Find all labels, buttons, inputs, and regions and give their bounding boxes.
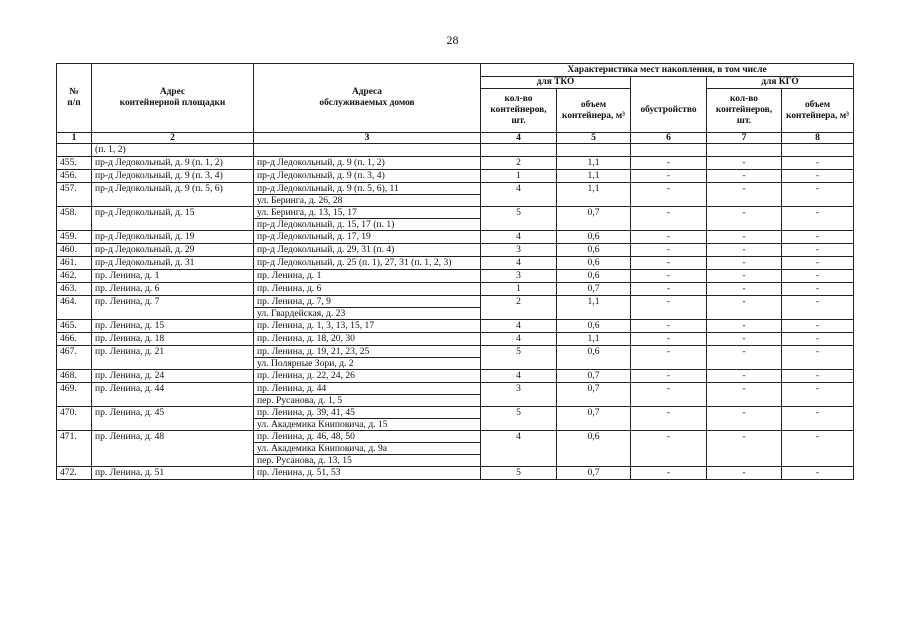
kgo-container-volume: - <box>782 157 854 170</box>
tko-container-count: 3 <box>481 244 557 257</box>
kgo-container-count <box>707 144 782 157</box>
row-number: 471. <box>57 431 92 467</box>
served-house-line: пр. Ленина, д. 39, 41, 45 <box>254 407 480 419</box>
kgo-container-count: - <box>707 383 782 407</box>
served-house-line: пр. Ленина, д. 19, 21, 23, 25 <box>254 346 480 358</box>
served-house-line: пр. Ленина, д. 7, 9 <box>254 296 480 308</box>
tko-container-count: 3 <box>481 383 557 407</box>
served-house-line: пр. Ленина, д. 51, 53 <box>257 467 341 478</box>
table-row <box>57 183 854 207</box>
row-number: 472. <box>57 467 92 480</box>
arrangement: - <box>631 257 707 270</box>
site-address: пр-д Ледокольный, д. 15 <box>92 207 254 231</box>
served-house-line: пр. Ленина, д. 1 <box>257 270 322 281</box>
table-row <box>57 320 854 333</box>
table-row <box>57 467 854 480</box>
served-house-line: пр-д Ледокольный, д. 9 (п. 1, 2) <box>257 157 385 168</box>
tko-container-count: 4 <box>481 257 557 270</box>
arrangement: - <box>631 370 707 383</box>
site-address: пр. Ленина, д. 21 <box>92 346 254 370</box>
tko-container-count: 4 <box>481 333 557 346</box>
header-site-address: Адрес контейнерной площадки <box>92 64 254 133</box>
served-house-line: пр-д Ледокольный, д. 15, 17 (п. 1) <box>257 219 395 230</box>
served-houses <box>254 231 481 244</box>
site-address: пр. Ленина, д. 7 <box>92 296 254 320</box>
tko-container-volume: 0,7 <box>557 407 631 431</box>
kgo-container-volume: - <box>782 244 854 257</box>
tko-container-count: 1 <box>481 170 557 183</box>
kgo-container-volume: - <box>782 207 854 231</box>
site-address: пр. Ленина, д. 24 <box>92 370 254 383</box>
served-house-line: пр-д Ледокольный, д. 9 (п. 3, 4) <box>257 170 385 181</box>
served-houses <box>254 383 481 407</box>
tko-container-volume: 1,1 <box>557 296 631 320</box>
tko-container-count: 4 <box>481 370 557 383</box>
served-house-line: пр. Ленина, д. 6 <box>257 283 322 294</box>
site-address: пр-д Ледокольный, д. 29 <box>92 244 254 257</box>
site-address: пр-д Ледокольный, д. 9 (п. 3, 4) <box>92 170 254 183</box>
tko-container-volume: 0,6 <box>557 346 631 370</box>
arrangement: - <box>631 183 707 207</box>
tko-container-count: 5 <box>481 407 557 431</box>
kgo-container-count: - <box>707 183 782 207</box>
table-row <box>57 431 854 467</box>
kgo-container-volume: - <box>782 383 854 407</box>
tko-container-count <box>481 144 557 157</box>
kgo-container-count: - <box>707 257 782 270</box>
column-number: 6 <box>631 133 707 144</box>
tko-container-volume: 0,7 <box>557 370 631 383</box>
kgo-container-volume: - <box>782 170 854 183</box>
arrangement: - <box>631 157 707 170</box>
row-number: 455. <box>57 157 92 170</box>
site-address: пр. Ленина, д. 15 <box>92 320 254 333</box>
arrangement: - <box>631 407 707 431</box>
site-address: пр. Ленина, д. 1 <box>92 270 254 283</box>
kgo-container-volume: - <box>782 231 854 244</box>
arrangement: - <box>631 383 707 407</box>
header-characteristics: Характеристика мест накопления, в том числе <box>481 64 854 77</box>
arrangement <box>631 144 707 157</box>
kgo-container-volume: - <box>782 346 854 370</box>
served-houses <box>254 333 481 346</box>
arrangement: - <box>631 283 707 296</box>
served-houses <box>254 346 481 370</box>
kgo-container-count: - <box>707 231 782 244</box>
tko-container-count: 4 <box>481 320 557 333</box>
row-number: 464. <box>57 296 92 320</box>
header-tko: для ТКО <box>481 77 631 89</box>
arrangement: - <box>631 231 707 244</box>
tko-container-volume: 0,6 <box>557 270 631 283</box>
header-kgo-volume: объем контейнера, м³ <box>782 89 854 133</box>
served-house-line: пр. Ленина, д. 46, 48, 50 <box>254 431 480 443</box>
tko-container-volume: 0,6 <box>557 431 631 467</box>
row-number: 463. <box>57 283 92 296</box>
kgo-container-count: - <box>707 244 782 257</box>
served-houses <box>254 207 481 231</box>
table-row <box>57 170 854 183</box>
site-address: пр. Ленина, д. 45 <box>92 407 254 431</box>
row-number: 465. <box>57 320 92 333</box>
page-number: 28 <box>446 33 459 47</box>
tko-container-count: 4 <box>481 183 557 207</box>
table-row <box>57 407 854 431</box>
served-houses <box>254 407 481 431</box>
tko-container-volume: 1,1 <box>557 170 631 183</box>
tko-container-count: 4 <box>481 431 557 467</box>
arrangement: - <box>631 270 707 283</box>
kgo-container-count: - <box>707 407 782 431</box>
table-row <box>57 157 854 170</box>
kgo-container-count: - <box>707 467 782 480</box>
row-number: 458. <box>57 207 92 231</box>
header-tko-count: кол-во контейнеров, шт. <box>481 89 557 133</box>
served-houses <box>254 370 481 383</box>
site-address: пр. Ленина, д. 18 <box>92 333 254 346</box>
served-house-line: ул. Беринга, д. 13, 15, 17 <box>254 207 480 219</box>
table-row <box>57 144 854 157</box>
tko-container-volume: 1,1 <box>557 183 631 207</box>
served-houses <box>254 270 481 283</box>
served-houses <box>254 320 481 333</box>
table-row <box>57 257 854 270</box>
kgo-container-volume: - <box>782 467 854 480</box>
tko-container-count: 3 <box>481 270 557 283</box>
column-number: 5 <box>557 133 631 144</box>
served-house-line: пр-д Ледокольный, д. 9 (п. 5, 6), 11 <box>254 183 480 195</box>
column-number: 1 <box>57 133 92 144</box>
served-houses <box>254 431 481 467</box>
served-houses <box>254 244 481 257</box>
kgo-container-count: - <box>707 283 782 296</box>
served-house-line: пр. Ленина, д. 18, 20, 30 <box>257 333 355 344</box>
kgo-container-volume: - <box>782 333 854 346</box>
tko-container-count: 5 <box>481 207 557 231</box>
row-number: 456. <box>57 170 92 183</box>
arrangement: - <box>631 431 707 467</box>
kgo-container-volume: - <box>782 183 854 207</box>
tko-container-volume: 1,1 <box>557 157 631 170</box>
served-house-line: пр. Ленина, д. 44 <box>254 383 480 395</box>
served-houses <box>254 170 481 183</box>
served-house-line: пр-д Ледокольный, д. 25 (п. 1), 27, 31 (п. 1, 2, 3) <box>257 257 452 268</box>
kgo-container-count: - <box>707 207 782 231</box>
tko-container-volume <box>557 144 631 157</box>
served-houses <box>254 144 481 157</box>
served-houses <box>254 157 481 170</box>
tko-container-count: 2 <box>481 296 557 320</box>
tko-container-count: 5 <box>481 467 557 480</box>
served-house-line: пр. Ленина, д. 1, 3, 13, 15, 17 <box>257 320 375 331</box>
table-row <box>57 370 854 383</box>
column-number: 4 <box>481 133 557 144</box>
site-address: пр-д Ледокольный, д. 19 <box>92 231 254 244</box>
column-number: 3 <box>254 133 481 144</box>
header-kgo: для КГО <box>707 77 854 89</box>
tko-container-count: 2 <box>481 157 557 170</box>
served-houses <box>254 183 481 207</box>
row-number: 470. <box>57 407 92 431</box>
tko-container-volume: 0,7 <box>557 383 631 407</box>
kgo-container-count: - <box>707 320 782 333</box>
row-number <box>57 144 92 157</box>
served-house-line: ул. Полярные Зори, д. 2 <box>257 358 354 369</box>
served-house-line: ул. Академика Книповича, д. 9а <box>254 443 480 455</box>
row-number: 457. <box>57 183 92 207</box>
kgo-container-count: - <box>707 346 782 370</box>
arrangement: - <box>631 170 707 183</box>
site-address: пр-д Ледокольный, д. 9 (п. 1, 2) <box>92 157 254 170</box>
tko-container-volume: 0,7 <box>557 467 631 480</box>
kgo-container-count: - <box>707 370 782 383</box>
served-house-line: пер. Русанова, д. 13, 15 <box>257 455 352 466</box>
kgo-container-count: - <box>707 157 782 170</box>
kgo-container-count: - <box>707 296 782 320</box>
kgo-container-count: - <box>707 170 782 183</box>
tko-container-count: 5 <box>481 346 557 370</box>
kgo-container-count: - <box>707 333 782 346</box>
table-row <box>57 270 854 283</box>
kgo-container-volume: - <box>782 296 854 320</box>
served-house-line: пер. Русанова, д. 1, 5 <box>257 395 343 406</box>
row-number: 469. <box>57 383 92 407</box>
tko-container-volume: 0,6 <box>557 244 631 257</box>
header-tko-volume: объем контейнера, м³ <box>557 89 631 133</box>
column-number: 8 <box>782 133 854 144</box>
arrangement: - <box>631 207 707 231</box>
kgo-container-volume: - <box>782 320 854 333</box>
tko-container-count: 1 <box>481 283 557 296</box>
arrangement: - <box>631 320 707 333</box>
kgo-container-volume: - <box>782 431 854 467</box>
site-address: пр. Ленина, д. 51 <box>92 467 254 480</box>
row-number: 467. <box>57 346 92 370</box>
site-address: пр. Ленина, д. 6 <box>92 283 254 296</box>
row-number: 461. <box>57 257 92 270</box>
row-number: 468. <box>57 370 92 383</box>
table-row <box>57 346 854 370</box>
served-houses <box>254 257 481 270</box>
site-address: пр-д Ледокольный, д. 9 (п. 5, 6) <box>92 183 254 207</box>
arrangement: - <box>631 333 707 346</box>
tko-container-volume: 0,6 <box>557 320 631 333</box>
table-header <box>57 64 854 144</box>
container-sites-table <box>56 63 854 480</box>
kgo-container-volume <box>782 144 854 157</box>
table-row <box>57 383 854 407</box>
header-blank <box>631 77 707 89</box>
served-house-line: ул. Беринга, д. 26, 28 <box>257 195 343 206</box>
kgo-container-volume: - <box>782 370 854 383</box>
kgo-container-count: - <box>707 270 782 283</box>
served-house-line: ул. Академика Книповича, д. 15 <box>257 419 388 430</box>
kgo-container-volume: - <box>782 270 854 283</box>
site-address: (п. 1, 2) <box>92 144 254 157</box>
arrangement: - <box>631 244 707 257</box>
site-address: пр. Ленина, д. 44 <box>92 383 254 407</box>
served-houses <box>254 296 481 320</box>
served-house-line: пр-д Ледокольный, д. 17, 19 <box>257 231 371 242</box>
column-numbers-row <box>57 133 854 144</box>
served-houses <box>254 283 481 296</box>
site-address: пр-д Ледокольный, д. 31 <box>92 257 254 270</box>
kgo-container-count: - <box>707 431 782 467</box>
header-num: № п/п <box>57 64 92 133</box>
row-number: 460. <box>57 244 92 257</box>
table-row <box>57 333 854 346</box>
table-row <box>57 231 854 244</box>
tko-container-count: 4 <box>481 231 557 244</box>
served-house-line: ул. Гвардейская, д. 23 <box>257 308 346 319</box>
arrangement: - <box>631 346 707 370</box>
table-row <box>57 296 854 320</box>
table-body <box>57 144 854 480</box>
header-served-houses: Адреса обслуживаемых домов <box>254 64 481 133</box>
tko-container-volume: 1,1 <box>557 333 631 346</box>
arrangement: - <box>631 467 707 480</box>
kgo-container-volume: - <box>782 283 854 296</box>
table-row <box>57 283 854 296</box>
header-kgo-count: кол-во контейнеров, шт. <box>707 89 782 133</box>
header-arrangement: обустройство <box>631 89 707 133</box>
row-number: 462. <box>57 270 92 283</box>
table-row <box>57 207 854 231</box>
tko-container-volume: 0,7 <box>557 207 631 231</box>
table-row <box>57 244 854 257</box>
served-houses <box>254 467 481 480</box>
served-house-line: пр. Ленина, д. 22, 24, 26 <box>257 370 355 381</box>
kgo-container-volume: - <box>782 407 854 431</box>
row-number: 466. <box>57 333 92 346</box>
arrangement: - <box>631 296 707 320</box>
tko-container-volume: 0,6 <box>557 257 631 270</box>
served-house-line: пр-д Ледокольный, д. 29, 31 (п. 4) <box>257 244 395 255</box>
tko-container-volume: 0,7 <box>557 283 631 296</box>
column-number: 7 <box>707 133 782 144</box>
column-number: 2 <box>92 133 254 144</box>
row-number: 459. <box>57 231 92 244</box>
tko-container-volume: 0,6 <box>557 231 631 244</box>
kgo-container-volume: - <box>782 257 854 270</box>
site-address: пр. Ленина, д. 48 <box>92 431 254 467</box>
